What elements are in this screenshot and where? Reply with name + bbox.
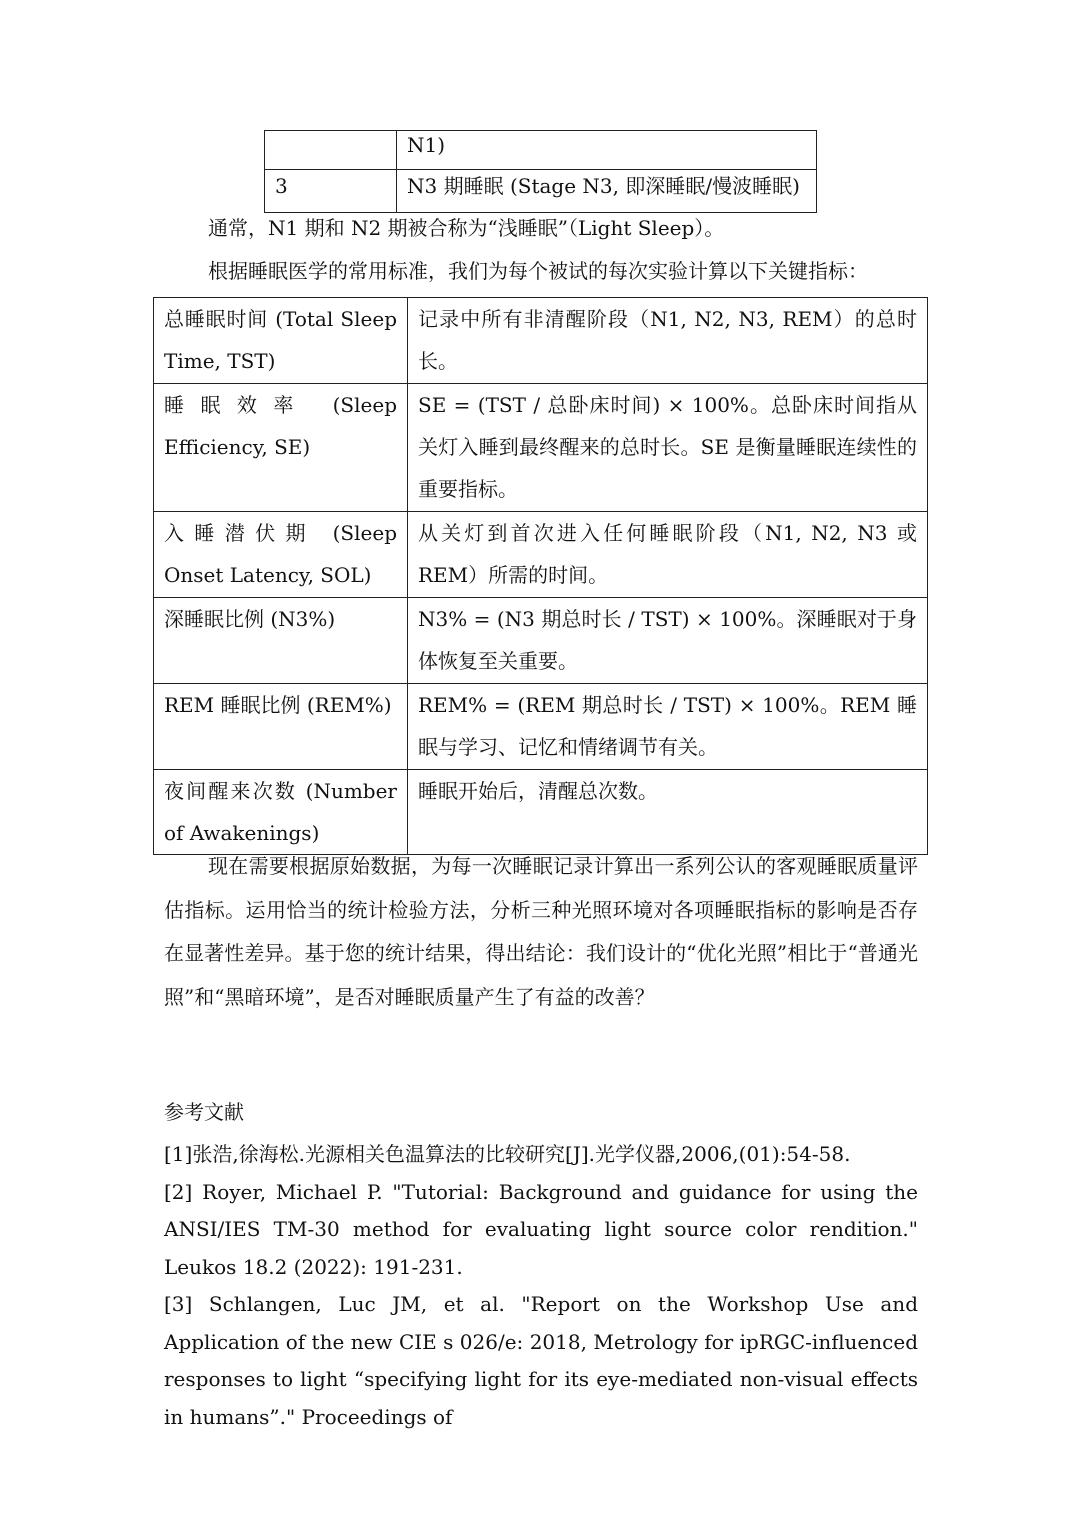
metric-description-cell: 从关灯到首次进入任何睡眠阶段（N1, N2, N3 或 REM）所需的时间。 — [408, 512, 928, 598]
table-row — [265, 131, 817, 170]
metric-description-cell: N3% = (N3 期总时长 / TST) × 100%。深睡眠对于身体恢复至关重要。 — [408, 598, 928, 684]
table-row — [154, 598, 928, 684]
stage-description-cell: N1) — [397, 131, 817, 170]
task-paragraph: 现在需要根据原始数据，为每一次睡眠记录计算出一系列公认的客观睡眠质量评估指标。运用恰当的统计检验方法，分析三种光照环境对各项睡眠指标的影响是否存在显著性差异。基于您的统计结果，得出结论：我们设计的“优化光照”相比于“普通光照”和“黑暗环境”，是否对睡眠质量产生了有益的改善？ — [164, 854, 918, 1009]
reference-item: [2] Royer, Michael P. "Tutorial: Background and guidance for using the ANSI/IES TM-30 method for evaluating light source color rendition." Leukos 18.2 (2022): 191-231. — [164, 1179, 918, 1279]
table-row — [154, 298, 928, 384]
sleep-metrics-table — [153, 297, 928, 855]
table-row — [154, 512, 928, 598]
stage-number-cell: 3 — [265, 170, 397, 213]
reference-item: [3] Schlangen, Luc JM, et al. "Report on the Workshop Use and Application of the new CIE s 026/e: 2018, Metrology for ipRGC-influenced responses to light “specifying light for its eye-mediated non-visual effects in humans”." Proceedings of — [164, 1292, 918, 1429]
references-list — [164, 1136, 918, 1436]
metric-name-cell: 深睡眠比例 (N3%) — [154, 598, 408, 684]
metric-description-cell: 睡眠开始后，清醒总次数。 — [408, 770, 928, 855]
light-sleep-paragraph: 通常，N1 期和 N2 期被合称为“浅睡眠”（Light Sleep）。 — [208, 216, 725, 240]
stage-number-cell — [265, 131, 397, 170]
stage-description-cell: N3 期睡眠 (Stage N3, 即深睡眠/慢波睡眠) — [397, 170, 817, 213]
metric-description-cell: REM% = (REM 期总时长 / TST) × 100%。REM 睡眠与学习、记忆和情绪调节有关。 — [408, 684, 928, 770]
metric-name-cell: 睡眠效率 (Sleep Efficiency, SE) — [154, 384, 408, 512]
metric-description-cell: 记录中所有非清醒阶段（N1, N2, N3, REM）的总时长。 — [408, 298, 928, 384]
metric-name-cell: 总睡眠时间 (Total Sleep Time, TST) — [154, 298, 408, 384]
metrics-intro-paragraph: 根据睡眠医学的常用标准，我们为每个被试的每次实验计算以下关键指标： — [208, 259, 868, 283]
references-heading: 参考文献 — [164, 1100, 244, 1124]
table-row — [154, 684, 928, 770]
sleep-stage-table — [264, 130, 817, 213]
metric-name-cell: REM 睡眠比例 (REM%) — [154, 684, 408, 770]
metric-name-cell: 夜间醒来次数 (Number of Awakenings) — [154, 770, 408, 855]
metric-description-cell: SE = (TST / 总卧床时间) × 100%。总卧床时间指从关灯入睡到最终醒来的总时长。SE 是衡量睡眠连续性的重要指标。 — [408, 384, 928, 512]
table-row — [154, 384, 928, 512]
table-row — [154, 770, 928, 855]
metric-name-cell: 入睡潜伏期 (Sleep Onset Latency, SOL) — [154, 512, 408, 598]
reference-item: [1]张浩,徐海松.光源相关色温算法的比较研究[J].光学仪器,2006,(01):54-58. — [164, 1142, 851, 1166]
